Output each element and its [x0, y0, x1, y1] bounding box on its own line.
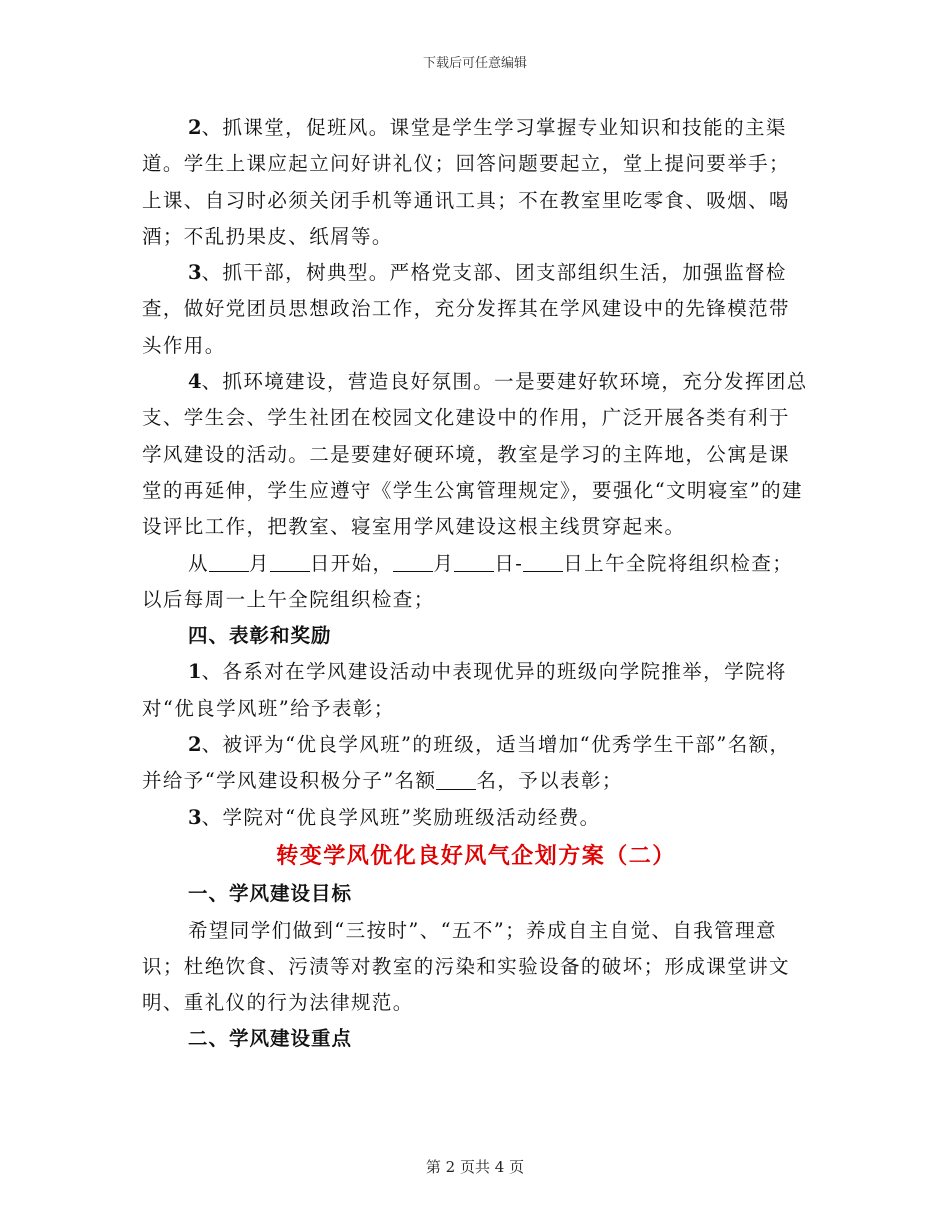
item-number: 1	[188, 660, 202, 684]
item-number: 2	[188, 733, 202, 757]
page-header: 下载后可任意编辑	[422, 56, 527, 71]
paragraph-cadres	[142, 255, 810, 364]
blank-line	[393, 552, 433, 573]
item-number: 4	[188, 370, 202, 394]
blank-line	[209, 552, 249, 573]
paragraph-class-style	[142, 110, 810, 255]
blank-line	[523, 552, 563, 573]
paragraph-goal: 希望同学们做到“三按时”、“五不”；养成自主自觉、自我管理意识；杜绝饮食、污渍等对教室的污染和实验设备的破坏；形成课堂讲文明、重礼仪的行为法律规范。	[142, 918, 790, 1015]
blank-line	[454, 552, 494, 573]
item-number: 3	[188, 805, 202, 829]
document-body	[142, 110, 810, 1058]
blank-line	[270, 552, 310, 573]
item-number: 3	[188, 261, 202, 285]
paragraph-schedule: 从 月 日开始， 月 日- 日上午全院将组织检查；以后每周一上午全院组织检查；	[142, 551, 794, 611]
document-title: 转变学风优化良好风气企划方案（二）	[276, 842, 676, 869]
paragraph-text: 、学院对“优良学风班”奖励班级活动经费。	[201, 805, 601, 829]
paragraph-text: 、抓干部，树典型。严格党支部、团支部组织生活，加强监督检查，做好党团员思想政治工作，充分发挥其在学风建设中的先锋模范带头作用。	[142, 261, 790, 357]
paragraph-environment	[142, 364, 810, 545]
blank-line	[436, 770, 476, 791]
section-heading-goal: 一、学风建设目标	[188, 882, 353, 906]
section-heading-focus: 二、学风建设重点	[188, 1027, 353, 1051]
item-number: 2	[188, 116, 202, 139]
paragraph-text: 、抓课堂，促班风。课堂是学生学习掌握专业知识和技能的主渠道。学生上课应起立问好讲礼仪；回答问题要起立，堂上提问要举手；上课、自习时必须关闭手机等通讯工具；不在教室里吃零食、吸烟、喝酒；不乱扔果皮、纸屑等。	[142, 116, 790, 248]
paragraph-reward-3	[142, 800, 810, 836]
paragraph-reward-1	[142, 654, 810, 727]
paragraph-reward-2: 2、被评为“优良学风班”的班级，适当增加“优秀学生干部”名额，并给予“学风建设积极分子”名额 名，予以表彰；	[142, 733, 791, 793]
paragraph-text: 、各系对在学风建设活动中表现优异的班级向学院推举，学院将对“优良学风班”给予表彰；	[142, 660, 787, 720]
section-heading-rewards: 四、表彰和奖励	[188, 624, 332, 648]
paragraph-text: 、抓环境建设，营造良好氛围。一是要建好软环境，充分发挥团总支、学生会、学生社团在校园文化建设中的作用，广泛开展各类有利于学风建设的活动。二是要建好硬环境，教室是学习的主阵地，公寓是课堂的再延伸，学生应遵守《学生公寓管理规定》，要强化“文明寝室”的建设评比工作，把教室、寝室用学风建设这根主线贯穿起来。	[142, 370, 808, 539]
page-footer: 第 2 页共 4 页	[425, 1158, 525, 1176]
